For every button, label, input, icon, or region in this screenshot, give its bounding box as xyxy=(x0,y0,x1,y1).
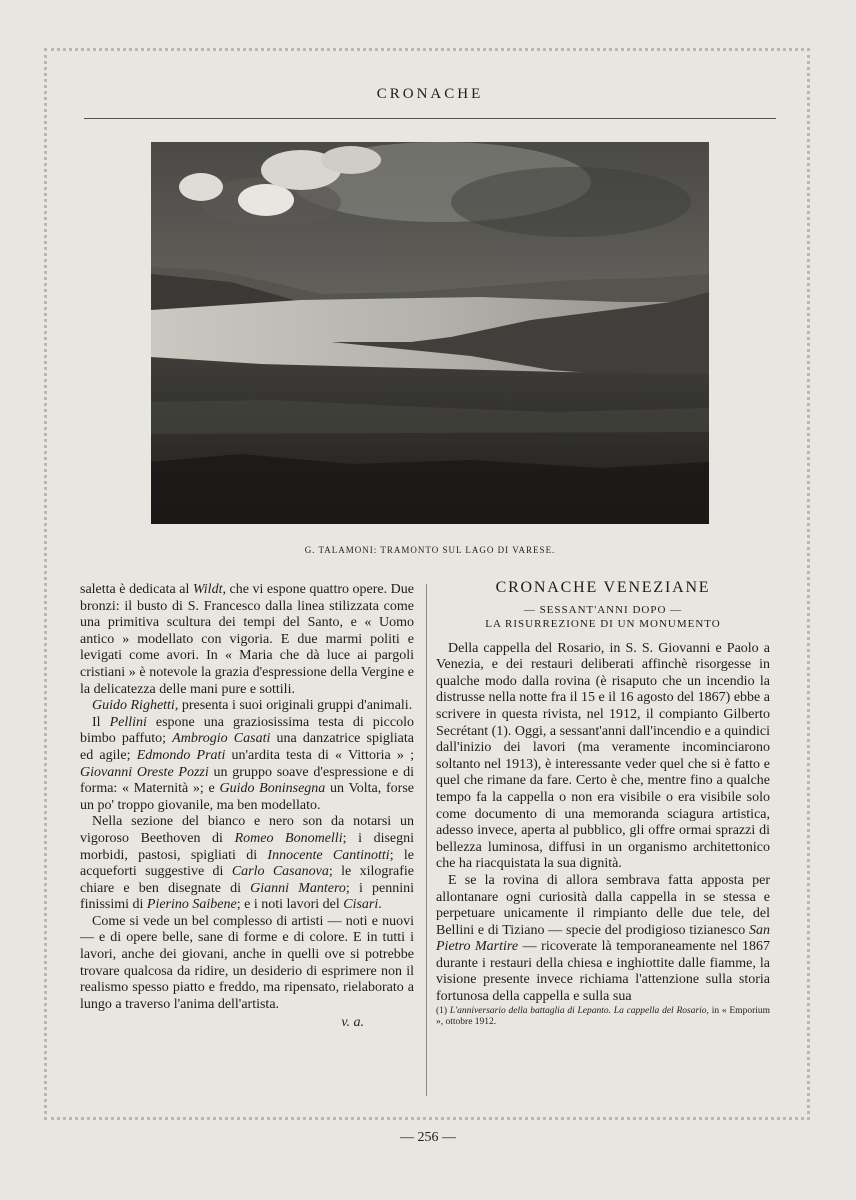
paragraph: Nella sezione del bianco e nero son da notarsi un vigoroso Beethoven di Romeo Bonomelli; i disegni morbidi, pastosi, spigliati di Innocente Cantinotti; le acqueforti suggestive di Carlo Casanova; le xilografie chiare e ben disegnate di Gianni Mantero; i pennini finissimi di Pierino Saibene; e i noti lavori del Cisari. xyxy=(80,814,415,913)
paragraph: saletta è dedicata al Wildt, che vi espone quattro opere. Due bronzi: il busto di S. Francesco dalla linea stilizzata come una primitiva scultura dei tempi del Santo, e « Uomo antico » modellato con vigoria. E due marmi politi e levigati come avori. In « Maria che dà luce ai pargoli cristiani » è notevole la grazia d'espressione della Vergine e la delicatezza delle mani pure e sottili. xyxy=(80,582,415,697)
painting-image xyxy=(151,142,709,524)
plate-caption: G. TALAMONI: TRAMONTO SUL LAGO DI VARESE. xyxy=(304,545,556,555)
paragraph: Della cappella del Rosario, in S. S. Giovanni e Paolo a Venezia, e dei restauri deliberati affinchè risorgesse in qualche modo dalla rovina (è risaputo che un incendio la distrusse nella notte fra il 15 e il 16 agosto del 1867) ebbe a scrivere in questa rivista, nel 1912, il compianto Gilberto Secrétant (1). Oggi, a sessant'anni dall'incendio e a quindici dall'inizio dei lavori (ma veramente incominciarono soltanto nel 1913), è interessante veder quel che si è fatto e quel che rimane da fare. Certo è che, mentre fino a qualche tempo fa la cappella o non era visibile o era visibile solo come documento di una memoranda sciagura artistica, adesso invece, aperta al pubblico, gli offre ormai sprazzi di bellezza luminosa, diffusi in un organismo architettonico che ha riacquistata la sua dignità. xyxy=(436,640,770,872)
page-number: — 256 — xyxy=(400,1130,456,1145)
right-column xyxy=(436,580,770,1028)
subtitle-line: LA RISURREZIONE DI UN MONUMENTO xyxy=(485,617,721,630)
subtitle-line: — SESSANT'ANNI DOPO — xyxy=(523,603,683,616)
author-signature: v. a. xyxy=(341,1015,364,1031)
paragraph: Il Pellini espone una graziosissima testa di piccolo bimbo paffuto; Ambrogio Casati una danzatrice spigliata ed agile; Edmondo Prati un'ardita testa di « Vittoria » ; Giovanni Oreste Pozzi un gruppo soave d'espressione e di forma: « Maternità »; e Guido Boninsegna un Volta, forse un po' troppo giovanile, ma ben modellato. xyxy=(80,714,415,813)
paragraph: Guido Righetti, presenta i suoi originali gruppi d'animali. xyxy=(92,698,413,714)
column-divider xyxy=(426,584,427,1096)
section-title: CRONACHE VENEZIANE xyxy=(495,579,711,596)
paragraph: E se la rovina di allora sembrava fatta apposta per allontanare ogni curiosità dalla cappella in se stessa e perpetuare unicamente il rimpianto delle due tele, del Bellini e di Tiziano — specie del prodigioso tizianesco San Pietro Martire — ricoverate là temporaneamente nel 1867 durante i restauri della chiesa e inghiottite dalle fiamme, la visione presente invece richiama l'attenzione sulla storia fortunosa della cappella e sulla sua xyxy=(436,872,771,1005)
section-subtitle xyxy=(436,603,770,631)
left-column xyxy=(80,582,414,1032)
painting-plate xyxy=(151,142,709,524)
paragraph: Come si vede un bel complesso di artisti — noti e nuovi — e di opere belle, sane di forme e di colore. E in tutti i lavori, anche dei giovani, anche in quelli ove si potrebbe trovare qualcosa da ridire, un desiderio di esprimere non il realismo spesso piatto e freddo, ma ripensato, rielaborato a lungo a traverso l'anima dell'artista. xyxy=(80,913,414,1012)
footnote: (1) L'anniversario della battaglia di Lepanto. La cappella del Rosario, in « Emporium », ottobre 1912. xyxy=(436,1005,771,1027)
header-rule xyxy=(84,118,776,119)
running-head: CRONACHE xyxy=(376,86,484,102)
